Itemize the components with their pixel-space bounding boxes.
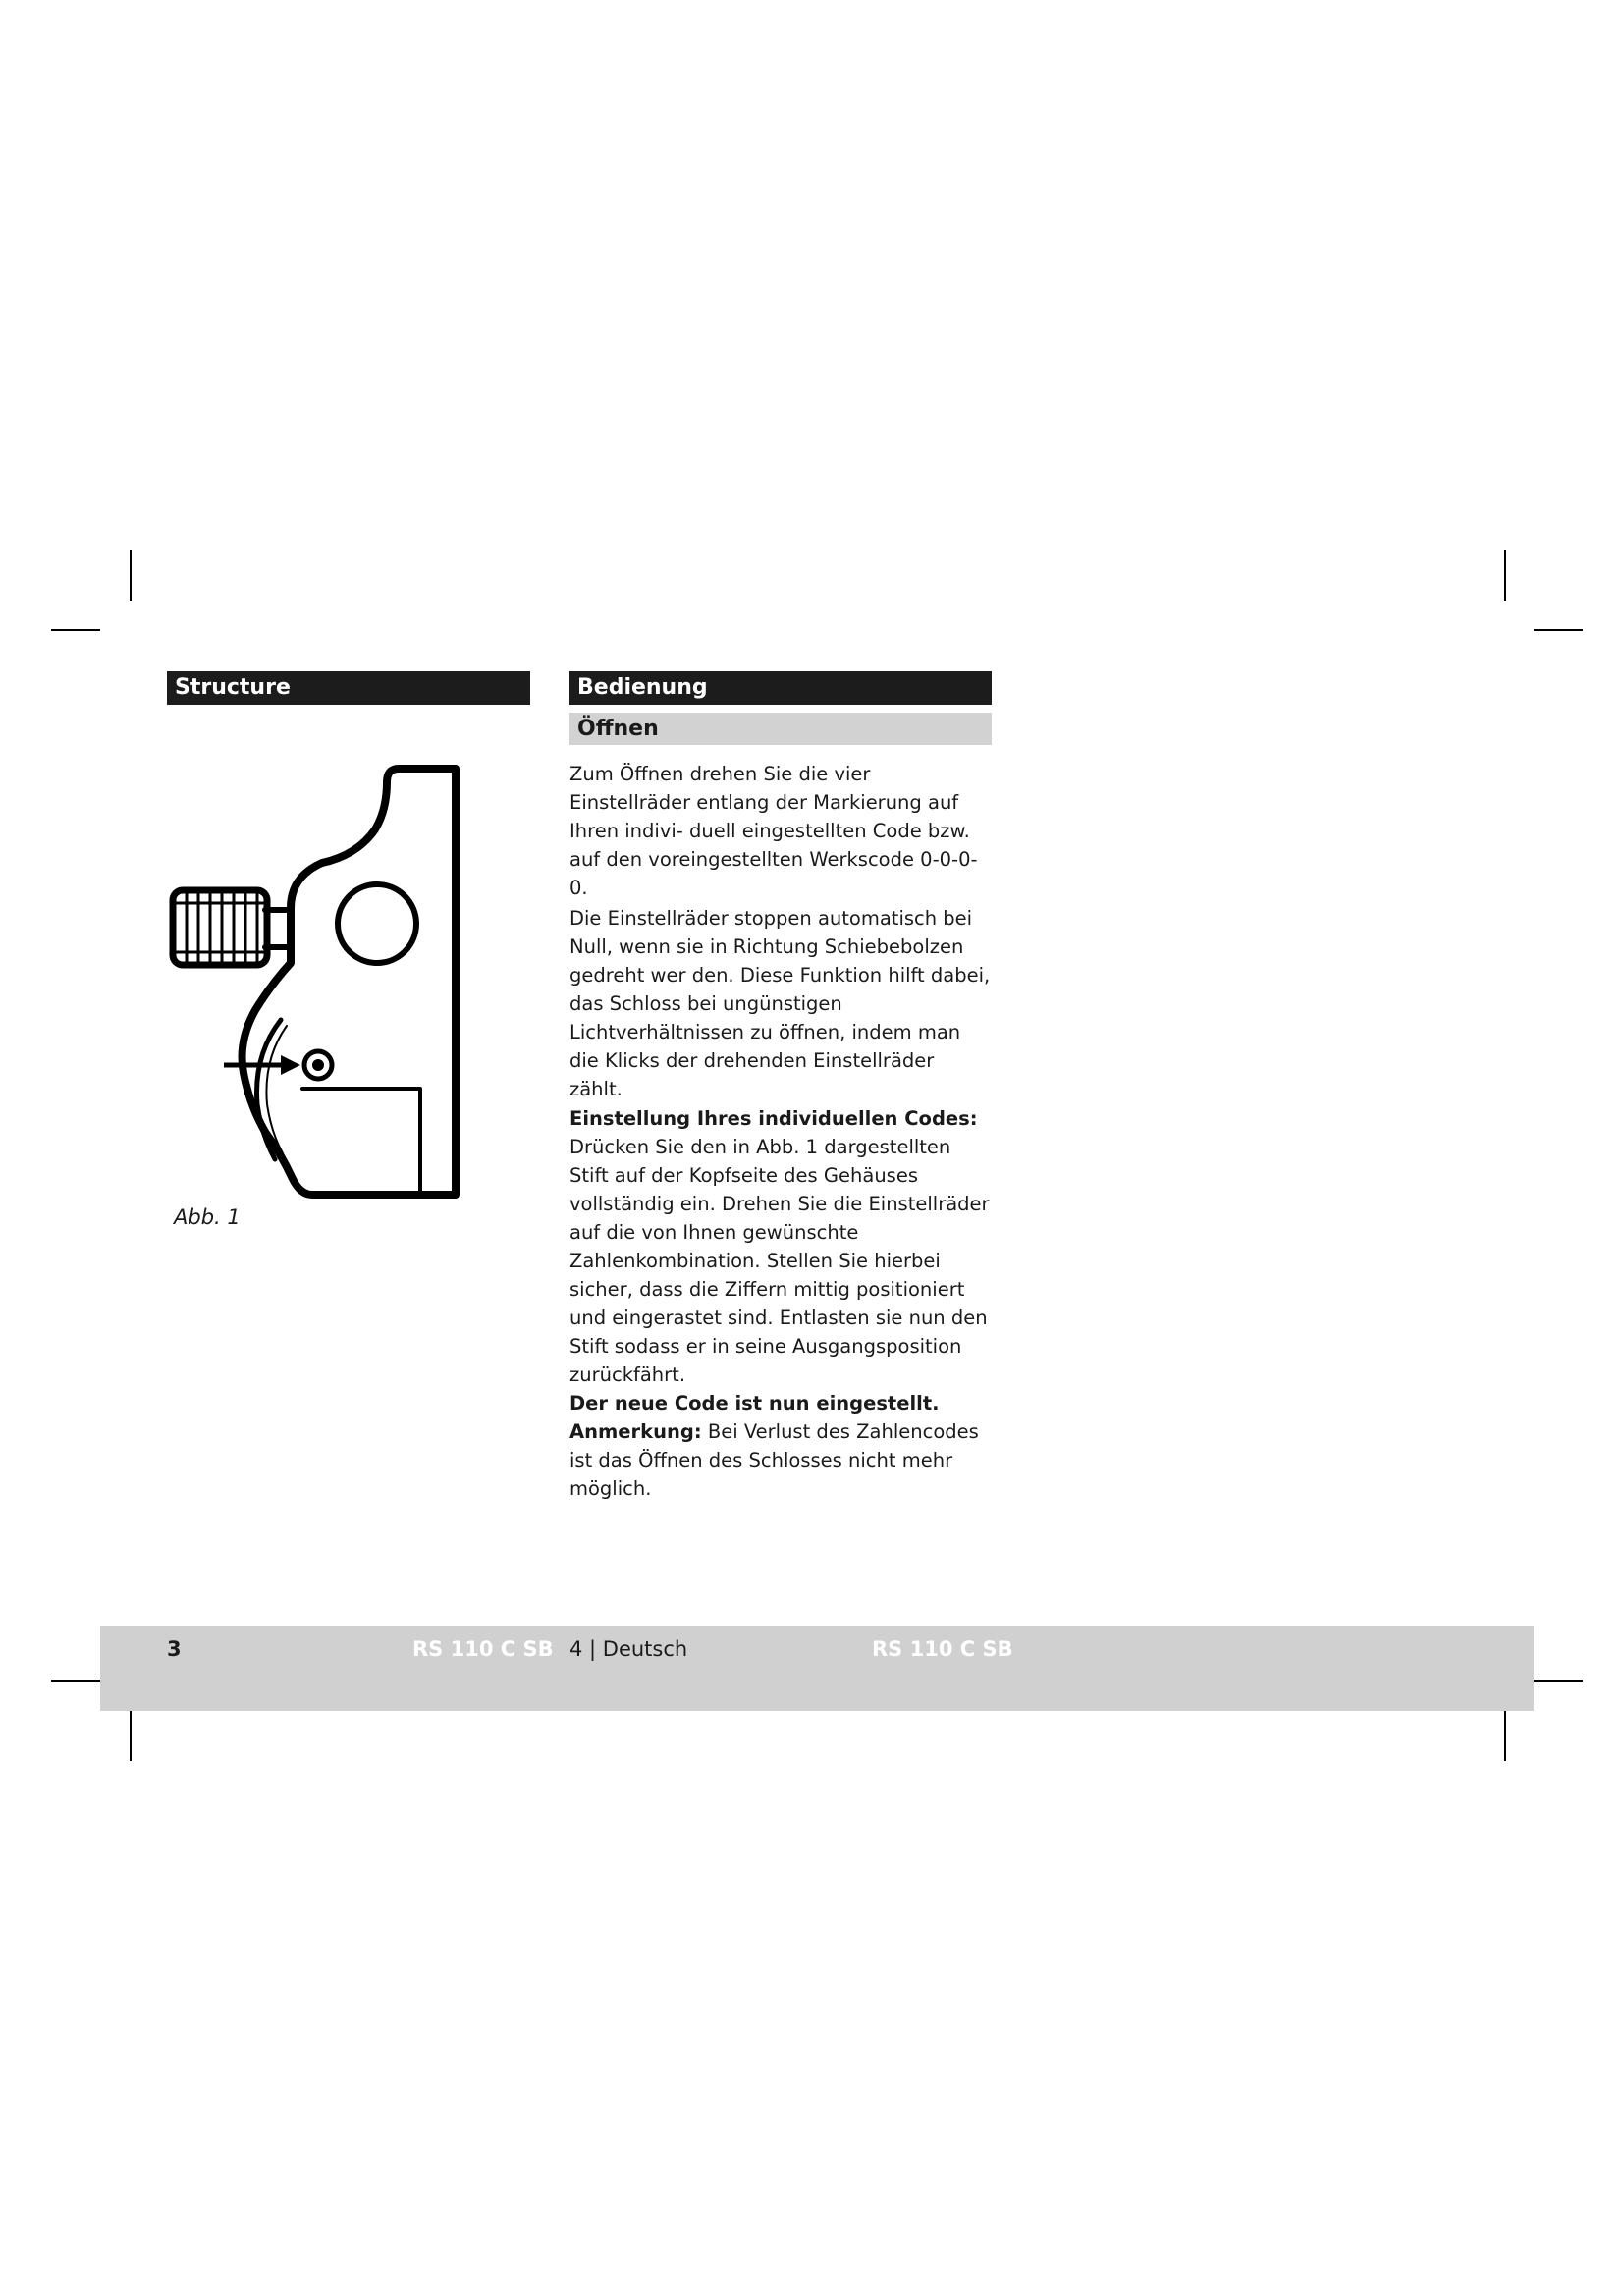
crop-mark-top-left-horizontal bbox=[51, 629, 100, 631]
footer-bar bbox=[100, 1626, 1534, 1711]
inner-panel bbox=[302, 1089, 420, 1195]
crop-mark-top-right-vertical bbox=[1504, 550, 1506, 601]
code-heading: Einstellung Ihres individuellen Codes: bbox=[569, 1107, 978, 1130]
section-title-bedienung: Bedienung bbox=[569, 671, 992, 705]
paragraph-auto-stop: Die Einstellräder stoppen automatisch bei Null, wenn sie in Richtung Schiebebolzen gedreht wer den. Diese Funktion hilft dabei, das Schloss bei ungünstigen Lichtverhältnissen zu öffnen, indem man die Klicks der drehenden Einstellräder zählt. bbox=[569, 907, 991, 1100]
paragraph-opening-instructions: Zum Öffnen drehen Sie die vier Einstellräder entlang der Markierung auf Ihren indivi- duell eingestellten Code bzw. auf den voreingestellten Werkscode 0-0-0-0. bbox=[569, 763, 978, 899]
lock-cylinder-circle bbox=[338, 884, 416, 963]
code-instructions: Drücken Sie den in Abb. 1 dargestellten Stift auf der Kopfseite des Gehäuses vollständig ein. Drehen Sie die Einstellräder auf die von Ihnen gewünschte Zahlenkombination. Stellen Sie hierbei sicher, dass die Ziffern mittig positioniert und eingerastet sind. Entlasten sie nun den Stift sodass er in seine Ausgangsposition zurückfährt. bbox=[569, 1136, 990, 1386]
footer-right-page-label: 4 | Deutsch bbox=[569, 1637, 688, 1661]
crop-mark-top-right-horizontal bbox=[1534, 629, 1583, 631]
lock-diagram bbox=[165, 761, 479, 1212]
reset-pin-inner bbox=[312, 1059, 324, 1071]
note-label: Anmerkung: bbox=[569, 1420, 702, 1443]
note-text: Bei Verlust des Zahlencodes ist das Öffnen des Schlosses nicht mehr möglich. bbox=[569, 1420, 979, 1500]
code-set-confirmation: Der neue Code ist nun eingestellt. bbox=[569, 1392, 940, 1415]
crop-mark-bottom-right-vertical bbox=[1504, 1710, 1506, 1761]
pin-arrow-head bbox=[281, 1055, 300, 1075]
paragraph-code-setting bbox=[569, 1104, 992, 1503]
crop-mark-top-left-vertical bbox=[130, 550, 132, 601]
crop-mark-bottom-left-vertical bbox=[130, 1710, 132, 1761]
crop-mark-bottom-left-horizontal bbox=[51, 1680, 100, 1682]
subsection-title-oeffnen: Öffnen bbox=[569, 713, 992, 745]
footer-left-page-number: 3 bbox=[167, 1637, 182, 1661]
section-title-structure: Structure bbox=[167, 671, 530, 705]
footer-right-model: RS 110 C SB bbox=[872, 1637, 1013, 1661]
figure-caption: Abb. 1 bbox=[174, 1205, 241, 1229]
crop-mark-bottom-right-horizontal bbox=[1534, 1680, 1583, 1682]
footer-left-model: RS 110 C SB bbox=[412, 1637, 554, 1661]
